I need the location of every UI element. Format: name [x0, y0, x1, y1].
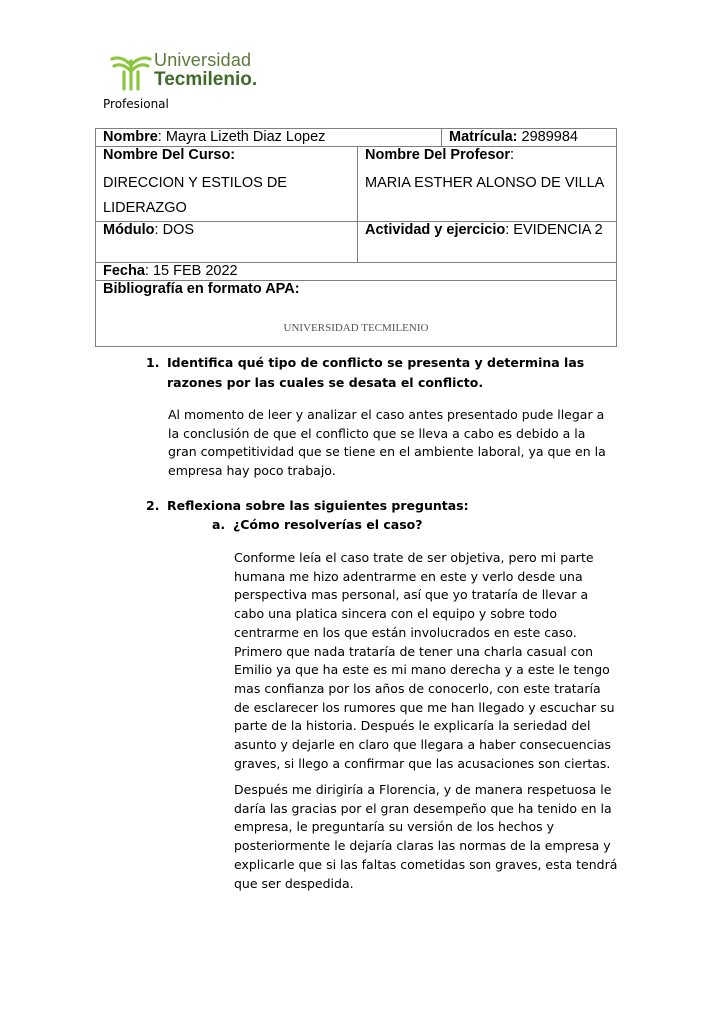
student-info-table — [95, 128, 617, 347]
logo-wordmark-line1: Universidad — [154, 50, 252, 70]
date-row — [96, 263, 617, 281]
student-name-cell — [96, 129, 442, 147]
date-cell — [96, 263, 617, 281]
question-1-number: 1. — [146, 355, 160, 370]
matricula-cell — [442, 129, 617, 147]
name-label: Nombre — [103, 129, 158, 145]
name-row — [96, 129, 617, 147]
module-cell — [96, 222, 358, 263]
activity-label: Actividad y ejercicio — [365, 222, 506, 238]
bibliography-row — [96, 281, 617, 347]
activity-value: : EVIDENCIA 2 — [505, 222, 603, 238]
professor-label: Nombre Del Profesor — [365, 147, 511, 163]
question-2a-letter: a. — [212, 517, 226, 532]
date-label: Fecha — [103, 263, 145, 279]
question-1-text: Identiﬁca qué tipo de conﬂicto se presenta y determina las razones por las cuales se desata el conﬂicto. — [167, 355, 585, 390]
matricula-label: Matrícula: — [449, 129, 518, 145]
module-value: : DOS — [154, 222, 195, 238]
bibliography-label: Bibliografía en formato APA: — [103, 281, 300, 297]
professor-value: MARIA ESTHER ALONSO DE VILLA — [365, 175, 605, 191]
question-2a-text: ¿Cómo resolverías el caso? — [233, 517, 423, 532]
course-row — [96, 147, 617, 222]
matricula-value: 2989984 — [517, 129, 578, 145]
course-cell — [96, 147, 358, 222]
professor-cell — [358, 147, 617, 222]
question-2 — [146, 496, 596, 516]
question-1-answer: Al momento de leer y analizar el caso antes presentado pude llegar a la conclusión de que el conflicto que se lleva a cabo es debido a la gran competitividad que se tiene en el ambiente laboral, ya que en la empresa hay poco trabajo. — [168, 407, 606, 479]
date-value: : 15 FEB 2022 — [144, 263, 238, 279]
bibliography-cell — [96, 281, 617, 347]
question-1 — [146, 353, 596, 393]
question-2-text: Reﬂexiona sobre las siguientes preguntas: — [167, 498, 469, 513]
course-value: DIRECCION Y ESTILOS DE LIDERAZGO — [103, 175, 287, 216]
question-2a — [212, 515, 592, 535]
name-value: : Mayra Lizeth Diaz Lopez — [157, 129, 326, 145]
question-2a-answer-paragraph-1: Conforme leía el caso trate de ser objetiva, pero mi parte humana me hizo adentrarme en este y verlo desde una perspectiva mas personal, así que yo trataría de llevar a cabo una platica sincera con el equipo y sobre todo centrarme en los que están involucrados en este caso. Primero que nada trataría de tener una charla casual con Emilio ya que ha este es mi mano derecha y a este le tengo mas confianza por los años de conocerlo, con este trataría de esclarecer los rumores que me han llegado y escuchar su parte de la historia. Después le explicaría la seriedad del asunto y dejarle en claro que llegara a haber consecuencias graves, si llego a confirmar que las acusaciones son ciertas. — [234, 550, 615, 771]
question-2a-answer-paragraph-2: Después me dirigiría a Florencia, y de manera respetuosa le daría las gracias por el gran desempeño que ha tenido en la empresa, le preguntaría su versión de los hechos y posteriormente le dejaría claras las normas de la empresa y explicarle que si las faltas cometidas son graves, esta tendrá que ser despedida. — [234, 782, 618, 891]
module-label: Módulo — [103, 222, 155, 238]
tecmilenio-logo-icon — [109, 49, 153, 93]
professor-colon: : — [510, 147, 515, 163]
module-row — [96, 222, 617, 263]
university-logo — [109, 49, 269, 93]
bibliography-reference: UNIVERSIDAD TECMILENIO — [283, 322, 429, 334]
question-2-number: 2. — [146, 498, 160, 513]
activity-cell — [358, 222, 617, 263]
course-label: Nombre Del Curso: — [103, 147, 236, 163]
header-subtitle: Profesional — [103, 97, 169, 111]
logo-wordmark-line2: Tecmilenio. — [154, 69, 258, 90]
